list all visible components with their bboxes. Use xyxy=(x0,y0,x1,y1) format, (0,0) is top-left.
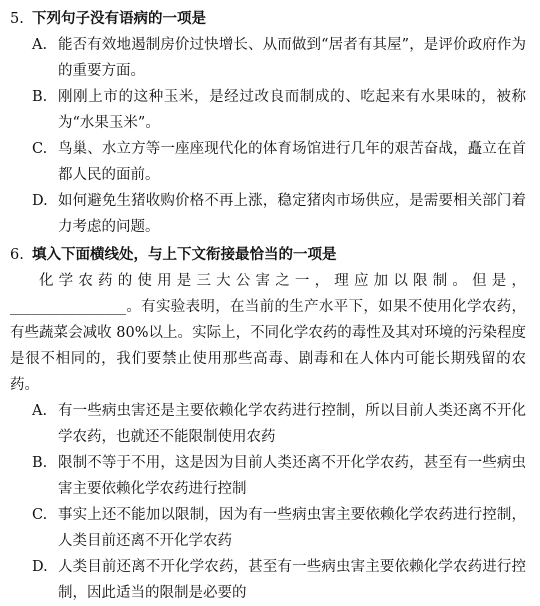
question-6-option-d xyxy=(10,554,530,606)
question-6-title xyxy=(10,242,530,268)
question-5-option-b xyxy=(10,84,530,136)
question-5-stem: 下列句子没有语病的一项是 xyxy=(32,10,206,27)
option-text: 鸟巢、水立方等一座座现代化的体育场馆进行几年的艰苦奋战，矗立在首都人民的面前。 xyxy=(58,141,526,183)
option-letter: A. xyxy=(32,403,48,419)
option-letter: C. xyxy=(32,141,48,157)
question-6-stem: 填入下面横线处，与上下文衔接最恰当的一项是 xyxy=(32,246,337,263)
option-letter: D. xyxy=(32,193,48,209)
question-5-option-c xyxy=(10,136,530,188)
question-6-option-b xyxy=(10,450,530,502)
option-letter: A. xyxy=(32,37,48,53)
question-5-option-a xyxy=(10,32,530,84)
option-text: 如何避免生猪收购价格不再上涨，稳定猪肉市场供应，是需要相关部门着力考虑的问题。 xyxy=(58,193,526,235)
option-text: 有一些病虫害还是主要依赖化学农药进行控制，所以目前人类还离不开化学农药，也就还不能限制使用农药 xyxy=(58,403,526,445)
option-letter: B. xyxy=(32,89,48,105)
option-text: 事实上还不能加以限制，因为有一些病虫害主要依赖化学农药进行控制，人类目前还离不开化学农药 xyxy=(58,507,526,549)
question-5-number: 5. xyxy=(10,11,24,27)
question-6-option-c xyxy=(10,502,530,554)
option-text: 限制不等于不用，这是因为目前人类还离不开化学农药，甚至有一些病虫害主要依赖化学农药进行控制 xyxy=(58,455,526,497)
question-6-option-a xyxy=(10,398,530,450)
question-5-title xyxy=(10,6,530,32)
question-6-number: 6. xyxy=(10,247,24,263)
question-6-passage: 化学农药的使用是三大公害之一，理应加以限制。但是，________________。有实验表明，在当前的生产水平下，如果不使用化学农药，有些蔬菜会减收 80%以上。实际上，不同化学农药的毒性及其对环境的污染程度是很不相同的，我们要禁止使用那些高毒、剧毒和在人体内可能长期残留的农药。 xyxy=(10,273,526,393)
option-letter: C. xyxy=(32,507,48,523)
option-text: 刚刚上市的这种玉米，是经过改良而制成的、吃起来有水果味的，被称为“水果玉米”。 xyxy=(58,89,526,131)
option-letter: B. xyxy=(32,455,48,471)
question-5-option-d xyxy=(10,188,530,240)
option-text: 能否有效地遏制房价过快增长、从而做到“居者有其屋”，是评价政府作为的重要方面。 xyxy=(58,37,526,79)
option-letter: D. xyxy=(32,559,48,575)
option-text: 人类目前还离不开化学农药，甚至有一些病虫害主要依赖化学农药进行控制，因此适当的限制是必要的 xyxy=(58,559,526,601)
